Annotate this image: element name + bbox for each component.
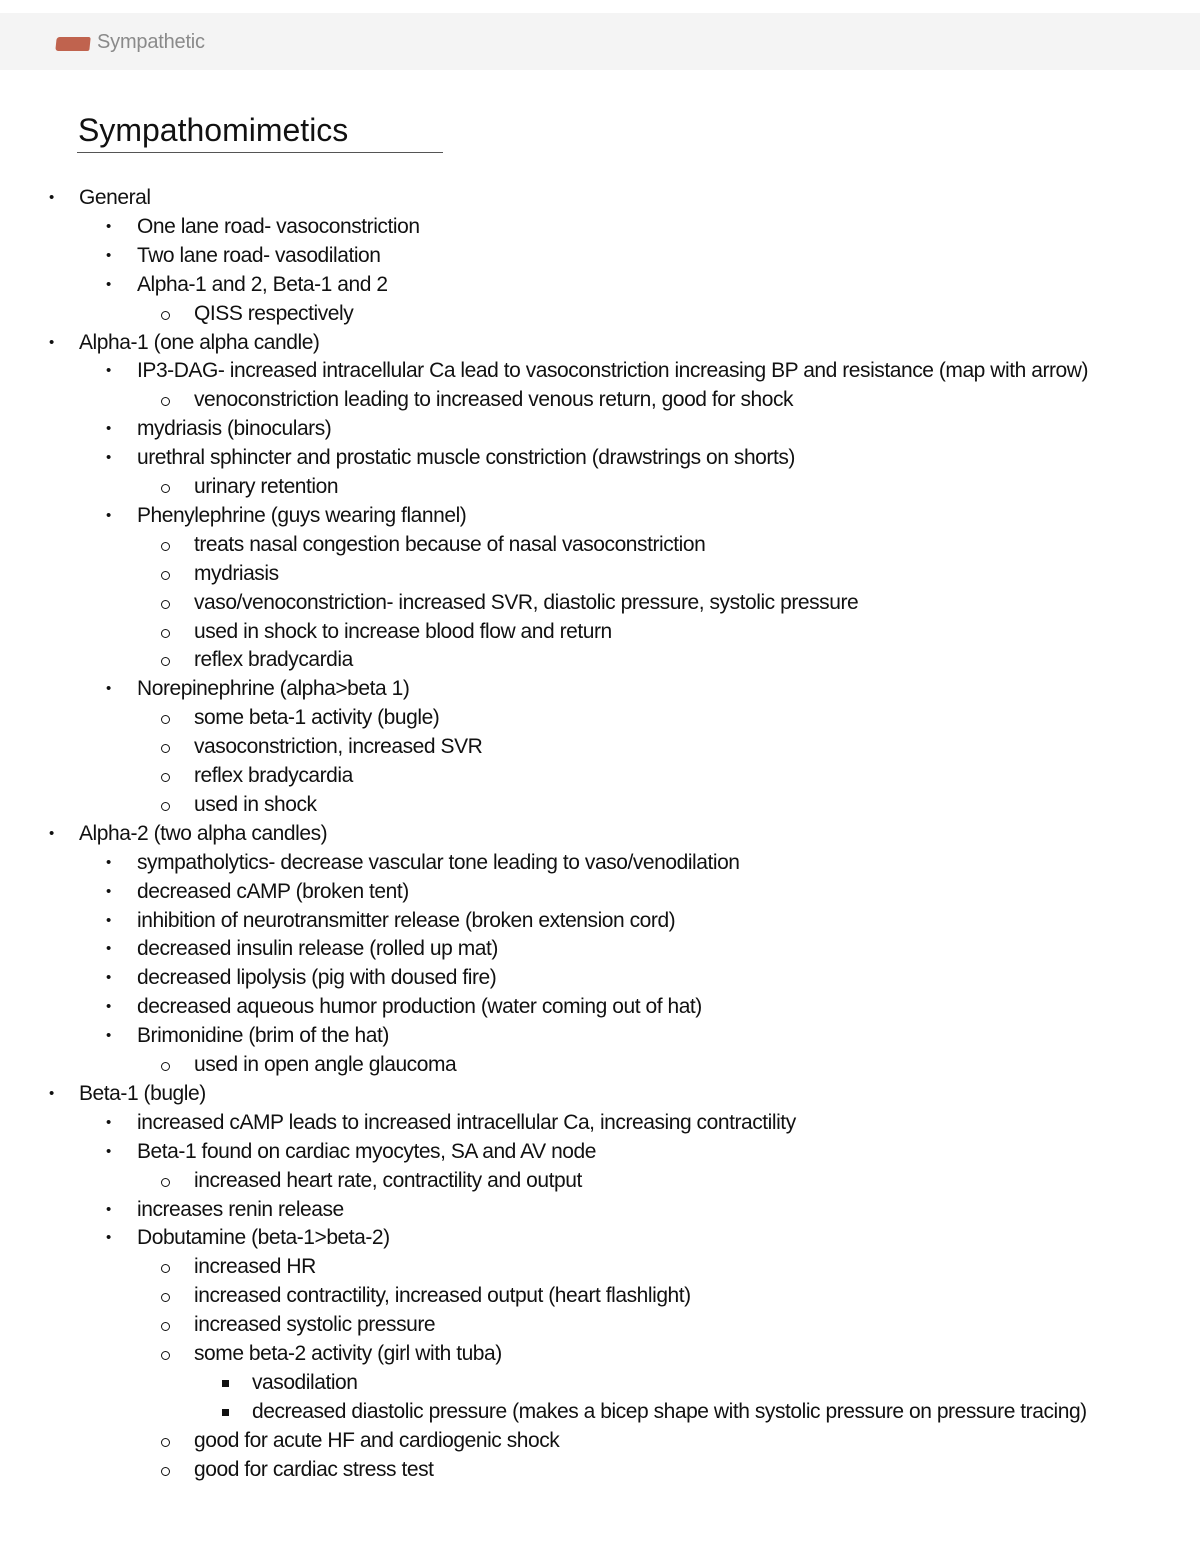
outline-item-level-2 — [0, 935, 1200, 963]
bullet-dot-icon: • — [106, 362, 111, 379]
outline-item-level-2 — [0, 993, 1200, 1021]
outline-item-level-1 — [0, 329, 1200, 357]
outline-item-text: decreased cAMP (broken tent) — [137, 880, 409, 903]
outline-item-level-2 — [0, 502, 1200, 530]
outline-item-text: vaso/venoconstriction- increased SVR, diastolic pressure, systolic pressure — [194, 591, 859, 614]
outline-item-level-2 — [0, 964, 1200, 992]
bullet-dot-icon: • — [106, 969, 111, 986]
outline-item-level-2 — [0, 1196, 1200, 1224]
hollow-circle-bullet-icon — [161, 484, 170, 493]
outline-item-level-3 — [0, 1167, 1200, 1195]
outline-item-level-3 — [0, 1340, 1200, 1368]
hollow-circle-bullet-icon — [161, 542, 170, 551]
bullet-dot-icon: • — [106, 680, 111, 697]
bullet-dot-icon: • — [49, 189, 54, 206]
outline-item-text: decreased lipolysis (pig with doused fire) — [137, 966, 497, 989]
hollow-circle-bullet-icon — [161, 1293, 170, 1302]
outline-item-level-2 — [0, 1022, 1200, 1050]
outline-item-text: vasodilation — [252, 1371, 358, 1394]
outline-item-level-2 — [0, 1138, 1200, 1166]
outline-item-text: increased contractility, increased output (heart flashlight) — [194, 1284, 691, 1307]
outline-item-text: mydriasis — [194, 562, 279, 585]
outline-item-level-2 — [0, 357, 1200, 385]
hollow-circle-bullet-icon — [161, 571, 170, 580]
outline-item-level-3 — [0, 1456, 1200, 1484]
hollow-circle-bullet-icon — [161, 1467, 170, 1476]
outline-item-text: increased cAMP leads to increased intracellular Ca, increasing contractility — [137, 1111, 796, 1134]
outline-item-level-2 — [0, 849, 1200, 877]
bullet-dot-icon: • — [106, 247, 111, 264]
outline-item-level-2 — [0, 1224, 1200, 1252]
outline-item-level-3 — [0, 791, 1200, 819]
outline-item-text: some beta-2 activity (girl with tuba) — [194, 1342, 502, 1365]
outline-item-text: Alpha-2 (two alpha candles) — [79, 822, 328, 845]
outline-item-level-1 — [0, 1080, 1200, 1108]
bullet-dot-icon: • — [106, 507, 111, 524]
outline-item-level-4 — [0, 1398, 1200, 1426]
outline-item-level-2 — [0, 1109, 1200, 1137]
outline-item-text: sympatholytics- decrease vascular tone leading to vaso/venodilation — [137, 851, 740, 874]
section-header-bar — [0, 13, 1200, 70]
outline-item-text: urinary retention — [194, 475, 339, 498]
hollow-circle-bullet-icon — [161, 600, 170, 609]
outline-item-text: used in shock — [194, 793, 317, 816]
bullet-dot-icon: • — [106, 854, 111, 871]
hollow-circle-bullet-icon — [161, 1438, 170, 1447]
bullet-dot-icon: • — [49, 825, 54, 842]
hollow-circle-bullet-icon — [161, 1264, 170, 1273]
outline-item-level-3 — [0, 473, 1200, 501]
hollow-circle-bullet-icon — [161, 1062, 170, 1071]
tag-icon — [55, 37, 90, 51]
outline-item-text: venoconstriction leading to increased venous return, good for shock — [194, 388, 794, 411]
outline-item-level-2 — [0, 213, 1200, 241]
outline-item-level-2 — [0, 878, 1200, 906]
outline-item-text: Beta-1 found on cardiac myocytes, SA and AV node — [137, 1140, 596, 1163]
outline-item-text: reflex bradycardia — [194, 648, 353, 671]
outline-item-level-3 — [0, 1282, 1200, 1310]
bullet-dot-icon: • — [106, 420, 111, 437]
outline-item-level-2 — [0, 907, 1200, 935]
outline-item-level-3 — [0, 386, 1200, 414]
bullet-dot-icon: • — [106, 218, 111, 235]
outline-item-text: decreased insulin release (rolled up mat) — [137, 937, 498, 960]
outline-item-text: decreased aqueous humor production (water coming out of hat) — [137, 995, 702, 1018]
square-bullet-icon — [222, 1409, 229, 1416]
bullet-dot-icon: • — [106, 1201, 111, 1218]
outline-item-level-3 — [0, 646, 1200, 674]
outline-item-level-2 — [0, 675, 1200, 703]
outline-item-level-2 — [0, 415, 1200, 443]
title-underline — [77, 152, 443, 153]
outline-item-text: IP3-DAG- increased intracellular Ca lead to vasoconstriction increasing BP and resistance (map with arrow) — [137, 359, 1089, 382]
page-title: Sympathomimetics — [78, 112, 349, 148]
outline-item-level-3 — [0, 618, 1200, 646]
outline-item-text: Phenylephrine (guys wearing flannel) — [137, 504, 467, 527]
outline-item-level-2 — [0, 271, 1200, 299]
hollow-circle-bullet-icon — [161, 629, 170, 638]
hollow-circle-bullet-icon — [161, 311, 170, 320]
outline-item-level-4 — [0, 1369, 1200, 1397]
hollow-circle-bullet-icon — [161, 397, 170, 406]
bullet-dot-icon: • — [49, 1085, 54, 1102]
outline-item-text: increased heart rate, contractility and output — [194, 1169, 582, 1192]
outline-item-level-2 — [0, 242, 1200, 270]
outline-item-level-3 — [0, 531, 1200, 559]
outline-item-text: reflex bradycardia — [194, 764, 353, 787]
outline-item-text: One lane road- vasoconstriction — [137, 215, 420, 238]
outline-item-text: increased HR — [194, 1255, 316, 1278]
hollow-circle-bullet-icon — [161, 744, 170, 753]
outline-item-text: Alpha-1 (one alpha candle) — [79, 331, 320, 354]
outline-item-text: increases renin release — [137, 1198, 344, 1221]
bullet-dot-icon: • — [49, 334, 54, 351]
outline-item-level-3 — [0, 733, 1200, 761]
outline-item-level-3 — [0, 1427, 1200, 1455]
outline-item-text: QISS respectively — [194, 302, 354, 325]
outline-item-text: Dobutamine (beta-1>beta-2) — [137, 1226, 390, 1249]
outline-item-text: mydriasis (binoculars) — [137, 417, 332, 440]
bullet-dot-icon: • — [106, 940, 111, 957]
square-bullet-icon — [222, 1380, 229, 1387]
outline-item-text: Beta-1 (bugle) — [79, 1082, 206, 1105]
outline-item-level-3 — [0, 560, 1200, 588]
outline-item-level-1 — [0, 184, 1200, 212]
bullet-dot-icon: • — [106, 449, 111, 466]
outline-item-text: treats nasal congestion because of nasal vasoconstriction — [194, 533, 706, 556]
bullet-dot-icon: • — [106, 1114, 111, 1131]
bullet-dot-icon: • — [106, 912, 111, 929]
outline-item-text: used in open angle glaucoma — [194, 1053, 457, 1076]
hollow-circle-bullet-icon — [161, 1178, 170, 1187]
bullet-dot-icon: • — [106, 1229, 111, 1246]
outline-item-text: good for acute HF and cardiogenic shock — [194, 1429, 560, 1452]
hollow-circle-bullet-icon — [161, 773, 170, 782]
hollow-circle-bullet-icon — [161, 1322, 170, 1331]
outline-item-text: Brimonidine (brim of the hat) — [137, 1024, 389, 1047]
outline-item-text: inhibition of neurotransmitter release (broken extension cord) — [137, 909, 676, 932]
hollow-circle-bullet-icon — [161, 715, 170, 724]
outline-item-text: good for cardiac stress test — [194, 1458, 434, 1481]
bullet-dot-icon: • — [106, 276, 111, 293]
outline-item-level-3 — [0, 1311, 1200, 1339]
outline-item-level-3 — [0, 704, 1200, 732]
outline-item-text: urethral sphincter and prostatic muscle constriction (drawstrings on shorts) — [137, 446, 795, 469]
outline-item-text: Norepinephrine (alpha>beta 1) — [137, 677, 410, 700]
outline-item-text: used in shock to increase blood flow and return — [194, 620, 612, 643]
outline-item-level-3 — [0, 1253, 1200, 1281]
outline-item-level-3 — [0, 1051, 1200, 1079]
outline-item-level-3 — [0, 589, 1200, 617]
bullet-dot-icon: • — [106, 998, 111, 1015]
outline-item-level-3 — [0, 300, 1200, 328]
bullet-dot-icon: • — [106, 1143, 111, 1160]
section-name: Sympathetic — [97, 31, 205, 53]
outline-item-text: General — [79, 186, 151, 209]
outline-item-text: vasoconstriction, increased SVR — [194, 735, 483, 758]
outline-item-level-1 — [0, 820, 1200, 848]
hollow-circle-bullet-icon — [161, 657, 170, 666]
bullet-dot-icon: • — [106, 883, 111, 900]
hollow-circle-bullet-icon — [161, 802, 170, 811]
outline-item-text: increased systolic pressure — [194, 1313, 436, 1336]
outline-item-text: some beta-1 activity (bugle) — [194, 706, 440, 729]
bullet-dot-icon: • — [106, 1027, 111, 1044]
outline-item-text: Alpha-1 and 2, Beta-1 and 2 — [137, 273, 388, 296]
outline-item-text: Two lane road- vasodilation — [137, 244, 381, 267]
hollow-circle-bullet-icon — [161, 1351, 170, 1360]
outline-item-text: decreased diastolic pressure (makes a bicep shape with systolic pressure on pressure tracing) — [252, 1400, 1087, 1423]
outline-item-level-2 — [0, 444, 1200, 472]
outline-item-level-3 — [0, 762, 1200, 790]
